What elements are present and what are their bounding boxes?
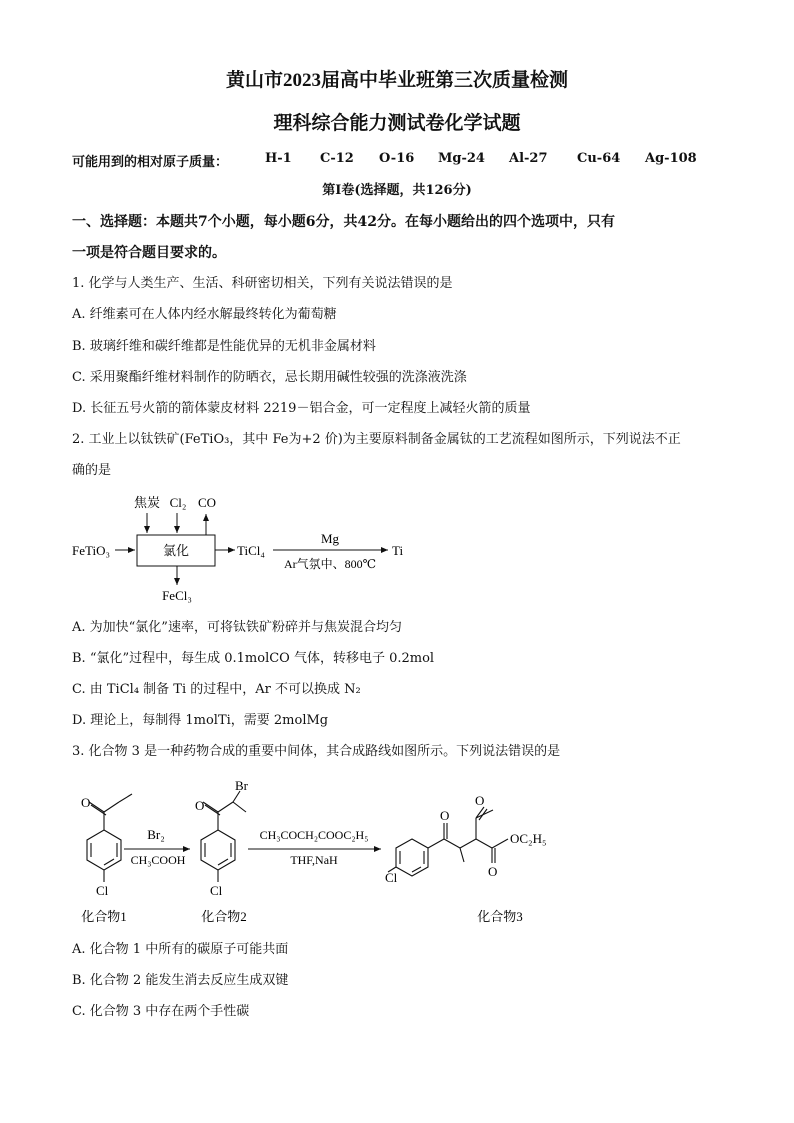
question-3-option-b: B. 化合物 2 能发生消去反应生成双键: [72, 973, 289, 988]
product-label: TiCl₄: [237, 543, 265, 558]
atomic-mass-item: Ag-108: [645, 151, 697, 166]
question-3-option-c: C. 化合物 3 中存在两个手性碳: [72, 1004, 250, 1019]
question-2-stem: 2. 工业上以钛铁矿(FeTiO₃，其中 Fe为+2 价)为主要原料制备金属钛的工艺流程如图所示，下列说法不正: [72, 432, 681, 447]
question-2-option-a: A. 为加快“氯化”速率，可将钛铁矿粉碎并与焦炭混合均匀: [72, 620, 402, 635]
chlorine-3: Cl: [385, 870, 398, 885]
compound-2-structure: [201, 791, 246, 882]
compound-2-label: 化合物2: [201, 909, 247, 924]
question-1-option-b: B. 玻璃纤维和碳纤维都是性能优异的无机非金属材料: [72, 339, 376, 354]
carbonyl-o-3b: O: [475, 793, 485, 808]
question-2-option-d: D. 理论上，每制得 1molTi，需要 2molMg: [72, 713, 329, 728]
byproduct-label: FeCl₃: [162, 588, 192, 603]
atomic-mass-item: C-12: [320, 151, 354, 166]
page-subtitle: 理科综合能力测试卷化学试题: [273, 113, 521, 134]
atomic-mass-item: O-16: [379, 151, 415, 166]
section-heading: 一、选择题：本题共7个小题，每小题6分，共42分。在每小题给出的四个选项中，只有: [72, 214, 615, 230]
page-title: 黄山市2023届高中毕业班第三次质量检测: [225, 70, 568, 91]
carbonyl-o-2: O: [195, 798, 205, 813]
condition-label: Ar气氛中、800℃: [283, 557, 377, 571]
carbonyl-o-3c: O: [488, 864, 498, 879]
compound-3-label: 化合物3: [477, 909, 523, 924]
question-1-stem: 1. 化学与人类生产、生活、科研密切相关，下列有关说法错误的是: [72, 276, 453, 291]
compound-1-structure: [87, 794, 132, 882]
question-3-stem: 3. 化合物 3 是一种药物合成的重要中间体，其合成路线如图所示。下列说法错误的是: [72, 744, 561, 759]
process-flow-diagram: [60, 488, 420, 608]
question-2-option-b: B. “氯化”过程中，每生成 0.1molCO 气体，转移电子 0.2mol: [72, 651, 435, 666]
reagent-1-bottom: CH₃COOH: [130, 853, 186, 867]
chlorine-2: Cl: [210, 883, 223, 898]
compound-1-label: 化合物1: [81, 909, 127, 924]
part-heading: 第I卷(选择题，共126分): [322, 183, 472, 198]
feed-label: FeTiO₃: [72, 543, 111, 558]
carbonyl-o-3a: O: [440, 808, 450, 823]
question-1-option-c: C. 采用聚酯纤维材料制作的防晒衣，忌长期用碱性较强的洗涤液洗涤: [72, 370, 467, 385]
atomic-mass-label: 可能用到的相对原子质量：: [72, 155, 229, 170]
output-co: CO: [197, 495, 217, 510]
reagent-1-top: Br₂: [147, 827, 165, 842]
reagent-2-top: CH₃COCH₂COOC₂H₅: [259, 828, 369, 842]
synthesis-scheme: [60, 775, 620, 930]
chlorine-1: Cl: [96, 883, 109, 898]
atomic-mass-item: Mg-24: [438, 151, 485, 166]
ester-group: OC₂H₅: [510, 831, 547, 846]
question-3-option-a: A. 化合物 1 中所有的碳原子可能共面: [72, 942, 289, 957]
section-heading-cont: 一项是符合题目要求的。: [72, 245, 226, 261]
question-2-option-c: C. 由 TiCl₄ 制备 Ti 的过程中，Ar 不可以换成 N₂: [72, 682, 361, 697]
atomic-mass-item: Al-27: [509, 151, 548, 166]
final-product-label: Ti: [392, 543, 404, 558]
input-chlorine: Cl₂: [169, 495, 187, 510]
question-2-stem-cont: 确的是: [72, 463, 112, 478]
question-1-option-d: D. 长征五号火箭的箭体蒙皮材料 2219－铝合金，可一定程度上减轻火箭的质量: [72, 401, 531, 416]
atomic-mass-item: Cu-64: [577, 151, 621, 166]
reagent-label: Mg: [320, 531, 340, 546]
input-coke: 焦炭: [133, 495, 161, 510]
chlorination-label: 氯化: [162, 543, 190, 558]
question-1-option-a: A. 纤维素可在人体内经水解最终转化为葡萄糖: [72, 307, 337, 322]
carbonyl-o-1: O: [81, 795, 91, 810]
atomic-mass-item: H-1: [265, 151, 292, 166]
bromine-2: Br: [235, 778, 248, 793]
reagent-2-bottom: THF,NaH: [290, 853, 338, 867]
